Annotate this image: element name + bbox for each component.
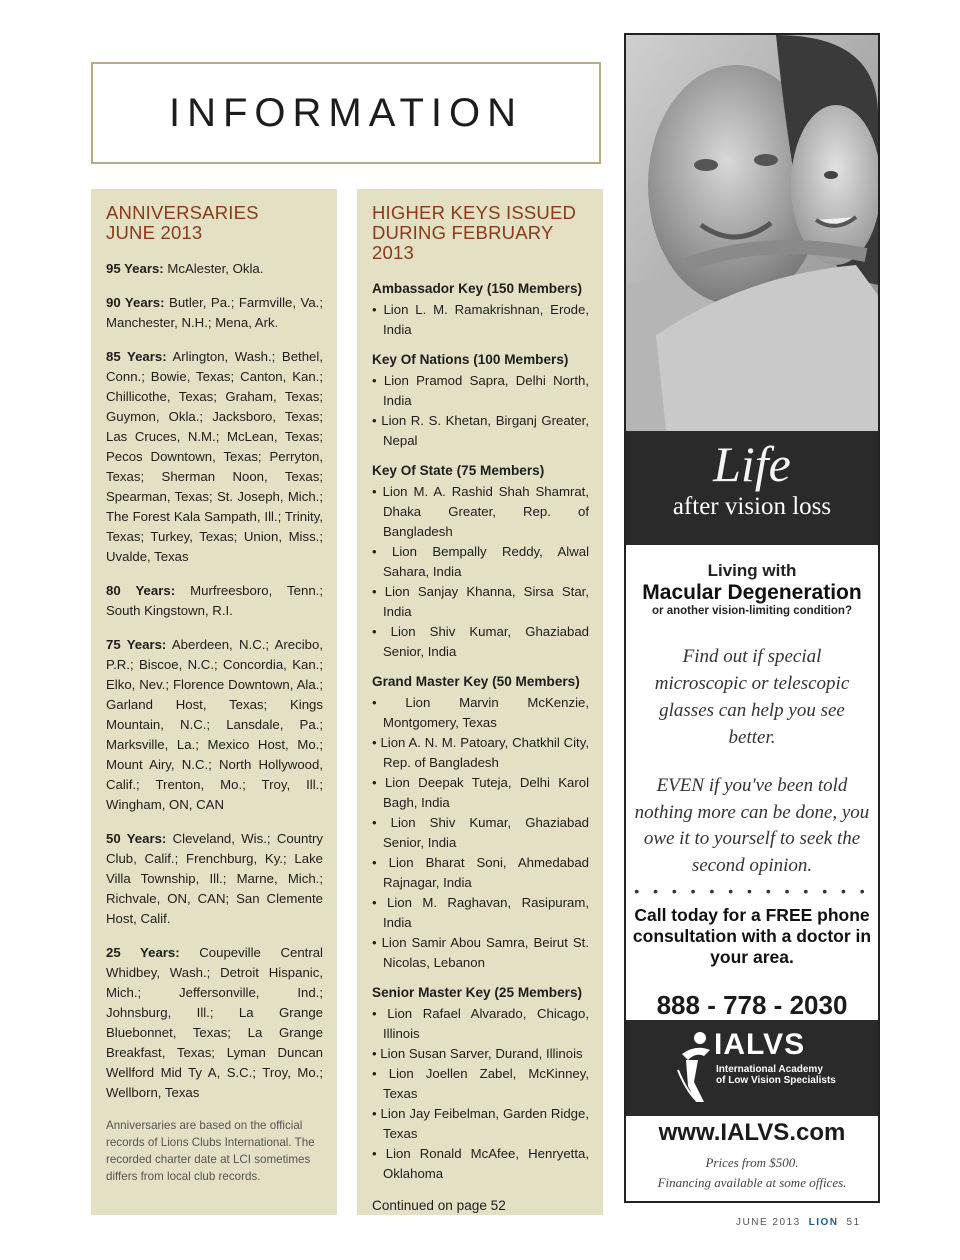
ad-divider-dots: • • • • • • • • • • • • • bbox=[634, 883, 870, 899]
list-item: • Lion Shiv Kumar, Ghaziabad Senior, India bbox=[372, 622, 589, 662]
ad-photo bbox=[626, 35, 878, 431]
anniversary-list bbox=[106, 259, 323, 1103]
ad-phone-number[interactable]: 888 - 778 - 2030 bbox=[656, 990, 848, 1020]
ad-find-out: Find out if special microscopic or telescopic glasses can help you see better. bbox=[654, 646, 850, 748]
ialvs-subtitle: International Academy of Low Vision Specialists bbox=[716, 1064, 836, 1086]
anniversary-entry: 75 Years: Aberdeen, N.C.; Arecibo, P.R.; Biscoe, N.C.; Concordia, Kan.; Elko, Nev.; Florence Downtown, Ala.; Garland Host, Texas; Kings Mountain, N.C.; Lansdale, Pa.; Marksville, La.; Mexico Host, Mo.; Mount Airy, N.C.; North Hollywood, Calif.; Trenton, Mo.; Troy, Ill.; Wingham, ON, CAN bbox=[106, 637, 323, 812]
ad-subtitle: after vision loss bbox=[672, 493, 832, 520]
anniversary-entry: 85 Years: Arlington, Wash.; Bethel, Conn.; Bowie, Texas; Canton, Kan.; Chillicothe, Texas; Graham, Texas; Guymon, Okla.; Jacksboro, Texas; Las Cruces, N.M.; McLean, Texas; Pecos Downtown, Texas; Perryton, Texas; Sherman Noon, Texas; Spearman, Texas; St. Joseph, Mich.; The Forest Kala Sampath, Ill.; Trinity, Texas; Turkey, Texas; Union, Miss.; Uvalde, Texas bbox=[106, 349, 323, 564]
page-title: INFORMATION bbox=[168, 90, 523, 135]
anniversaries-note: Anniversaries are based on the official records of Lions Clubs International. The recorded charter date at LCI sometimes differs from local club records. bbox=[106, 1119, 315, 1183]
ad-second-opinion: EVEN if you've been told nothing more can be done, you owe it to yourself to seek the second opinion. bbox=[634, 775, 870, 876]
list-item: • Lion Marvin McKenzie, Montgomery, Texas bbox=[372, 693, 589, 733]
list-item: • Lion Ronald McAfee, Henryetta, Oklahoma bbox=[372, 1144, 589, 1184]
list-item: • Lion Shiv Kumar, Ghaziabad Senior, India bbox=[372, 813, 589, 853]
ad-body bbox=[626, 545, 878, 1021]
key-group-list bbox=[372, 482, 589, 662]
anniversary-entry: 25 Years: Coupeville Central Whidbey, Wash.; Detroit Hispanic, Mich.; Jeffersonville, Ind.; Johnsburg, Ill.; La Grange Bluebonnet, Texas; La Grange Breakfast, Texas; Lyman Duncan Wellford Mid Ty A, S.C.; Troy, Mo.; Wellborn, Texas bbox=[106, 945, 323, 1100]
list-item: • Lion M. Raghavan, Rasipuram, India bbox=[372, 893, 589, 933]
list-item: • Lion Joellen Zabel, McKinney, Texas bbox=[372, 1064, 589, 1104]
list-item: • Lion Sanjay Khanna, Sirsa Star, India bbox=[372, 582, 589, 622]
list-item: • Lion Samir Abou Samra, Beirut St. Nicolas, Lebanon bbox=[372, 933, 589, 973]
higher-keys-column bbox=[357, 189, 603, 1215]
ad-life-script: Life bbox=[713, 436, 791, 492]
ialvs-figure-icon bbox=[674, 1030, 714, 1104]
vision-ad[interactable] bbox=[624, 33, 880, 1203]
anniversary-entry: 50 Years: Cleveland, Wis.; Country Club, Calif.; Frenchburg, Ky.; Lake Villa Township, Ill.; Marne, Mich.; Richvale, ON, CAN; San Clemente Host, Calif. bbox=[106, 831, 323, 926]
ad-website-link[interactable]: www.IALVS.com bbox=[658, 1119, 846, 1146]
footer-date: JUNE 2013 bbox=[736, 1217, 801, 1228]
key-group-list bbox=[372, 300, 589, 340]
footer-magazine: LION bbox=[808, 1217, 839, 1228]
list-item: • Lion Bempally Reddy, Alwal Sahara, India bbox=[372, 542, 589, 582]
key-group-title: Grand Master Key (50 Members) bbox=[372, 674, 580, 689]
ialvs-name: IALVS bbox=[714, 1028, 806, 1061]
anniversary-entry: 95 Years: McAlester, Okla. bbox=[106, 261, 264, 276]
key-groups bbox=[372, 279, 589, 1184]
ad-call-to-action: Call today for a FREE phone consultation with a doctor in your area. bbox=[632, 905, 872, 967]
higher-keys-heading: HIGHER KEYS ISSUED DURING FEBRUARY 2013 bbox=[372, 202, 577, 263]
list-item: • Lion Susan Sarver, Durand, Illinois bbox=[372, 1044, 589, 1064]
anniversaries-column bbox=[91, 189, 337, 1215]
ad-condition: Macular Degeneration bbox=[642, 581, 862, 604]
ad-prices: Prices from $500. Financing available at some offices. bbox=[657, 1155, 847, 1190]
key-group-list bbox=[372, 371, 589, 451]
list-item: • Lion A. N. M. Patoary, Chatkhil City, Rep. of Bangladesh bbox=[372, 733, 589, 773]
continued-link[interactable]: Continued on page 52 bbox=[372, 1198, 506, 1213]
anniversary-entry: 80 Years: Murfreesboro, Tenn.; South Kingstown, R.I. bbox=[106, 583, 323, 618]
ad-banner bbox=[626, 431, 878, 545]
key-group-title: Senior Master Key (25 Members) bbox=[372, 985, 583, 1000]
list-item: • Lion Pramod Sapra, Delhi North, India bbox=[372, 371, 589, 411]
section-title-box bbox=[91, 62, 601, 164]
list-item: • Lion Deepak Tuteja, Delhi Karol Bagh, India bbox=[372, 773, 589, 813]
list-item: • Lion Bharat Soni, Ahmedabad Rajnagar, India bbox=[372, 853, 589, 893]
key-group-title: Key Of State (75 Members) bbox=[372, 463, 545, 478]
list-item: • Lion Rafael Alvarado, Chicago, Illinois bbox=[372, 1004, 589, 1044]
page-number: 51 bbox=[846, 1217, 861, 1228]
key-group-title: Ambassador Key (150 Members) bbox=[372, 281, 583, 296]
ad-living-text: Living with bbox=[707, 561, 797, 580]
ad-other-condition: or another vision-limiting condition? bbox=[652, 605, 852, 617]
page-footer bbox=[736, 1217, 861, 1228]
anniversary-entry: 90 Years: Butler, Pa.; Farmville, Va.; Manchester, N.H.; Mena, Ark. bbox=[106, 295, 323, 330]
list-item: • Lion L. M. Ramakrishnan, Erode, India bbox=[372, 300, 589, 340]
list-item: • Lion M. A. Rashid Shah Shamrat, Dhaka Greater, Rep. of Bangladesh bbox=[372, 482, 589, 542]
list-item: • Lion R. S. Khetan, Birganj Greater, Nepal bbox=[372, 411, 589, 451]
ialvs-logo-band bbox=[626, 1020, 878, 1116]
anniversaries-heading: ANNIVERSARIES JUNE 2013 bbox=[106, 202, 259, 243]
list-item: • Lion Jay Feibelman, Garden Ridge, Texas bbox=[372, 1104, 589, 1144]
key-group-title: Key Of Nations (100 Members) bbox=[372, 352, 569, 367]
key-group-list bbox=[372, 693, 589, 973]
key-group-list bbox=[372, 1004, 589, 1184]
